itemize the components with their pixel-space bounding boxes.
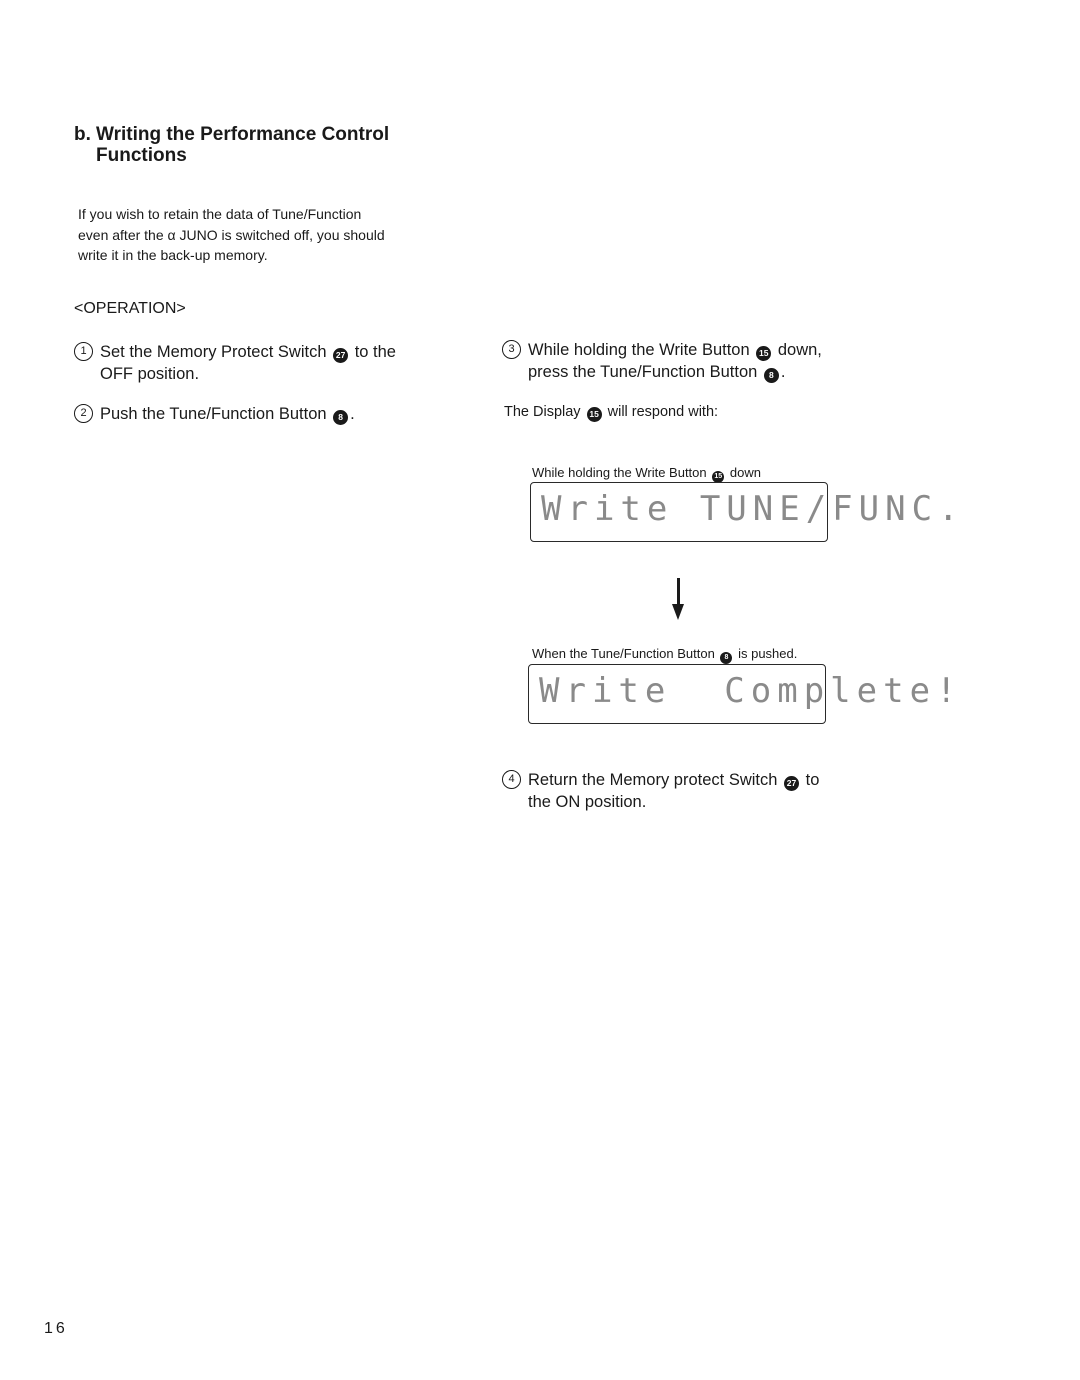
step-text: to the [354, 343, 396, 361]
display-caption-1 [532, 465, 761, 483]
response-text: The Display [504, 404, 581, 420]
step-number: 3 [502, 340, 521, 359]
intro-line: If you wish to retain the data of Tune/Function [78, 206, 362, 222]
reference-number-icon: 27 [784, 776, 799, 791]
intro-paragraph [78, 204, 438, 266]
down-arrow-icon [672, 604, 684, 620]
section-title-line1: Writing the Performance Control [96, 124, 390, 145]
step-text: Push the Tune/Function Button [100, 405, 327, 423]
section-title-line2: Functions [96, 145, 187, 166]
step-2 [74, 403, 454, 425]
step-number: 2 [74, 404, 93, 423]
caption-text: While holding the Write Button [532, 465, 707, 480]
reference-number-icon: 15 [756, 346, 771, 361]
step-number: 1 [74, 342, 93, 361]
reference-number-icon: 15 [587, 407, 602, 422]
caption-text: When the Tune/Function Button [532, 646, 715, 661]
step-text: . [350, 405, 355, 423]
section-title [74, 124, 494, 166]
step-text: . [780, 363, 786, 381]
reference-number-icon: 8 [764, 368, 779, 383]
reference-number-icon: 8 [333, 410, 348, 425]
reference-number-icon: 27 [333, 348, 348, 363]
step-text: press the Tune/Function Button [528, 363, 758, 381]
step-text: down, [777, 341, 822, 359]
step-1 [74, 341, 454, 385]
caption-text: down [729, 465, 761, 480]
lcd-display-2 [528, 664, 963, 724]
lcd-text: Write Complete! [539, 671, 963, 711]
step-text: While holding the Write Button [528, 341, 750, 359]
step-text: to [805, 771, 820, 789]
reference-number-icon: 15 [712, 471, 724, 483]
step-text: Return the Memory protect Switch [528, 771, 778, 789]
section-prefix: b. [74, 124, 91, 145]
step-text: the ON position. [528, 793, 647, 811]
step-text: Set the Memory Protect Switch [100, 343, 327, 361]
display-caption-2 [532, 646, 797, 664]
lcd-display-1 [530, 482, 965, 542]
step-4 [502, 769, 882, 813]
display-response-text [504, 404, 718, 422]
lcd-text: Write TUNE/FUNC. [541, 489, 965, 529]
response-text: will respond with: [607, 404, 719, 420]
operation-label: <OPERATION> [74, 300, 186, 317]
step-number: 4 [502, 770, 521, 789]
caption-text: is pushed. [738, 646, 798, 661]
reference-number-icon: 8 [720, 652, 732, 664]
step-text: OFF position. [100, 365, 200, 383]
intro-line: even after the α JUNO is switched off, you should [78, 226, 385, 243]
intro-line: write it in the back-up memory. [78, 247, 268, 263]
page-number: 16 [44, 1320, 68, 1337]
step-3 [502, 339, 882, 383]
